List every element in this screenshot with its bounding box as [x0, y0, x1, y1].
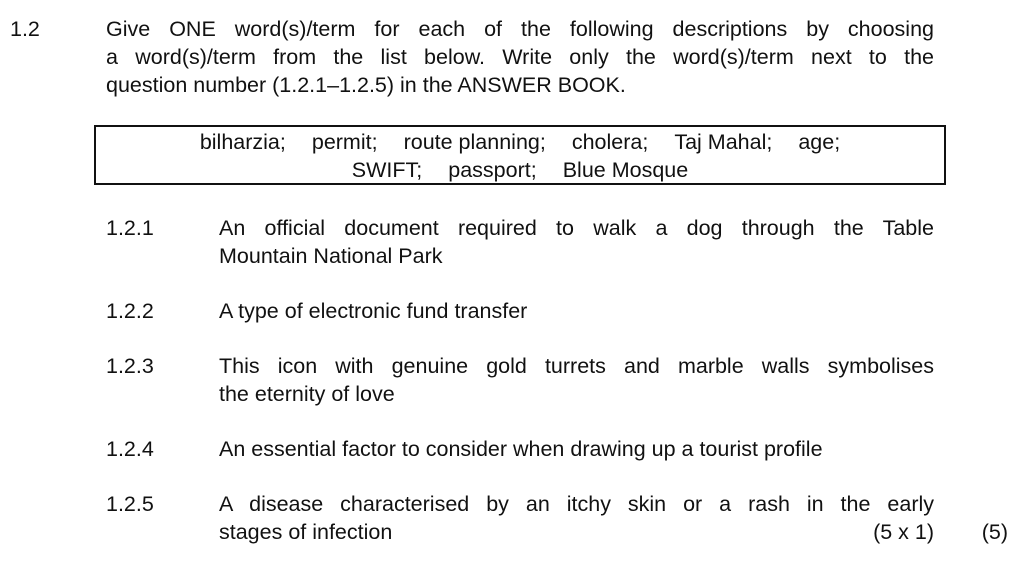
sub-question-text	[219, 435, 934, 463]
sub-question-number: 1.2.3	[106, 354, 154, 378]
word-option: passport;	[448, 158, 537, 182]
word-option: Taj Mahal;	[674, 130, 773, 154]
sub-question-text	[219, 214, 934, 270]
question-number: 1.2	[10, 17, 40, 41]
word-option: bilharzia;	[199, 130, 286, 154]
word-option: route planning;	[403, 130, 546, 154]
word-option: SWIFT;	[351, 158, 423, 182]
word-option: cholera;	[571, 130, 649, 154]
sub-question-text	[219, 297, 934, 325]
sub-question-line: This icon with genuine gold turrets and marble walls symbolises	[219, 354, 934, 378]
word-list-row	[96, 156, 944, 184]
sub-question-line: An official document required to walk a dog through the Table	[219, 216, 934, 240]
mark-calculation: (5 x 1)	[873, 520, 934, 544]
word-list-box	[94, 125, 946, 185]
instruction-line: a word(s)/term from the list below. Write only the word(s)/term next to the	[106, 45, 934, 69]
instruction-line: Give ONE word(s)/term for each of the following descriptions by choosing	[106, 17, 934, 41]
word-option: age;	[798, 130, 841, 154]
sub-question-line: stages of infection	[219, 520, 393, 544]
sub-question-line: A type of electronic fund transfer	[219, 299, 528, 323]
sub-question-number: 1.2.1	[106, 216, 154, 240]
sub-question-number: 1.2.2	[106, 299, 154, 323]
sub-question-line: Mountain National Park	[219, 244, 443, 268]
sub-question-text	[219, 490, 934, 546]
sub-question-line: the eternity of love	[219, 382, 395, 406]
sub-question-line: An essential factor to consider when drawing up a tourist profile	[219, 437, 823, 461]
sub-question-text	[219, 352, 934, 408]
sub-question-number: 1.2.4	[106, 437, 154, 461]
sub-question-number: 1.2.5	[106, 492, 154, 516]
sub-question-line: A disease characterised by an itchy skin or a rash in the early	[219, 492, 934, 516]
question-instructions	[106, 15, 934, 99]
instruction-line: question number (1.2.1–1.2.5) in the ANSWER BOOK.	[106, 73, 626, 97]
word-option: Blue Mosque	[562, 158, 689, 182]
word-option: permit;	[311, 130, 378, 154]
word-list-row	[96, 128, 944, 156]
mark-total: (5)	[981, 520, 1008, 544]
